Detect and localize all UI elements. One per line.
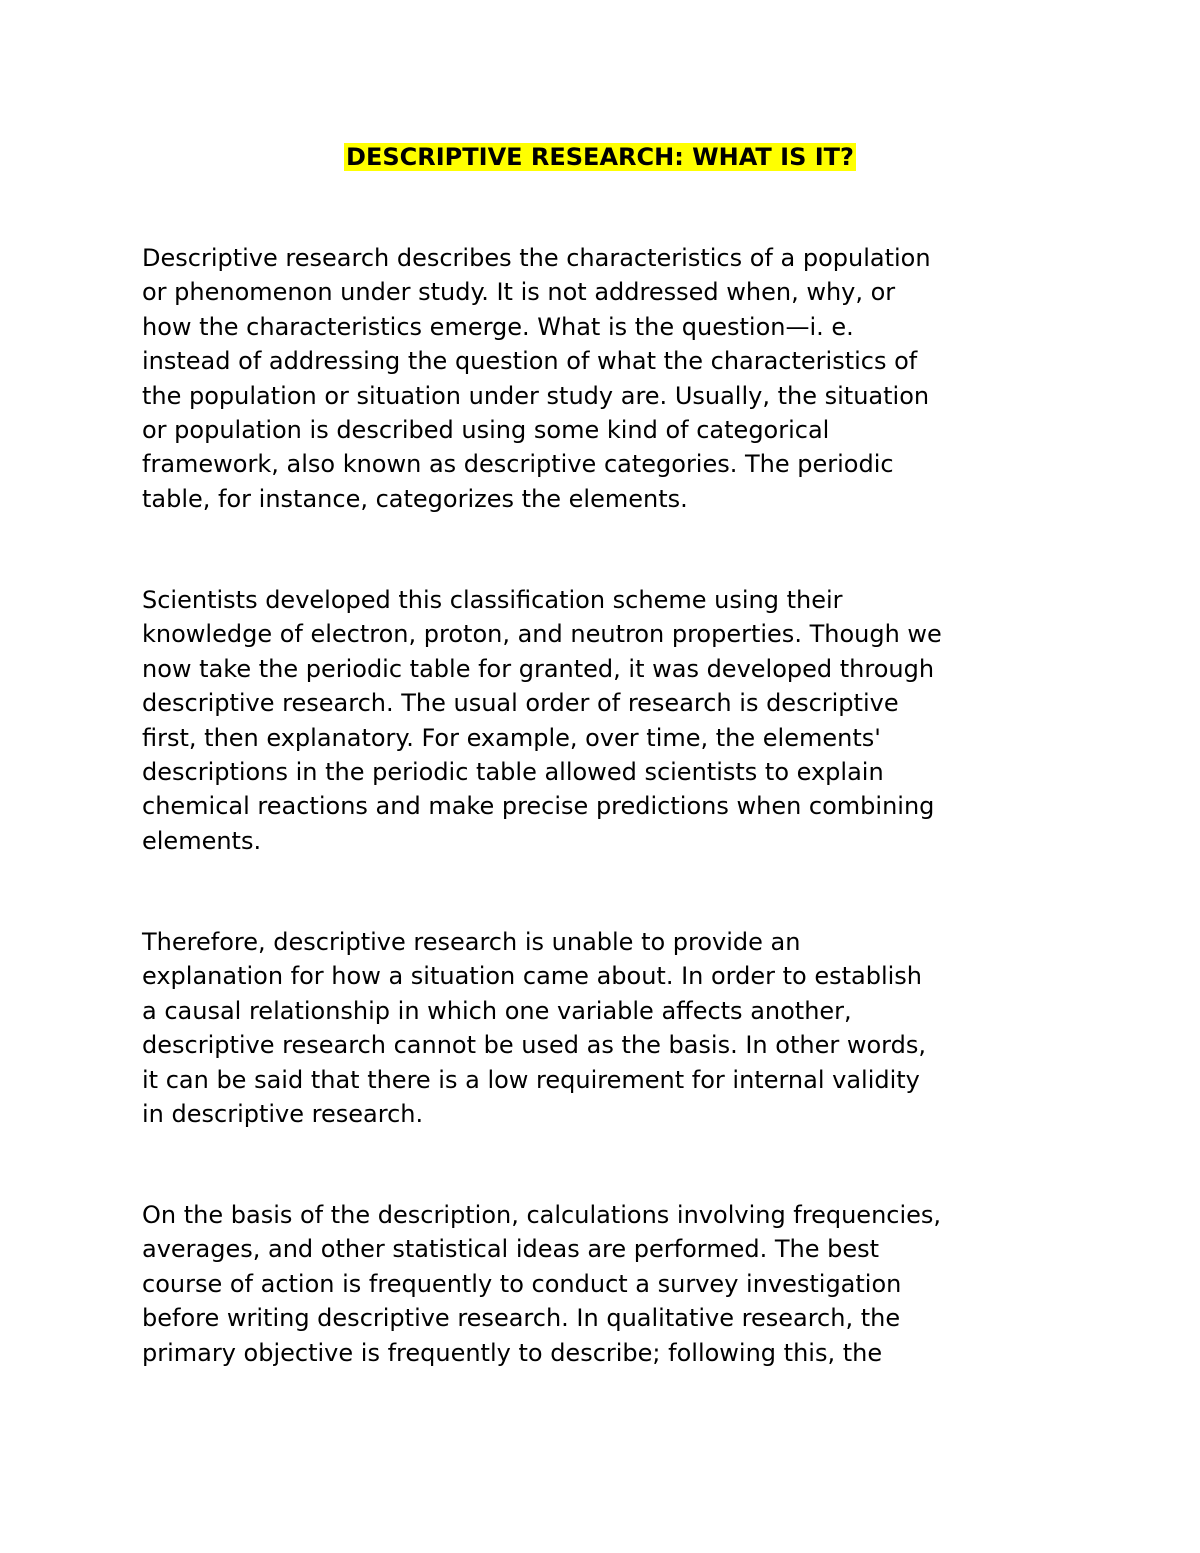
- text-line: before writing descriptive research. In qualitative research, the: [142, 1304, 901, 1333]
- text-line: chemical reactions and make precise predictions when combining: [142, 792, 935, 821]
- text-line: or population is described using some kind of categorical: [142, 415, 830, 444]
- text-line: descriptions in the periodic table allowed scientists to explain: [142, 757, 884, 786]
- text-line: elements.: [142, 826, 262, 855]
- text-line: descriptive research. The usual order of research is descriptive: [142, 689, 899, 718]
- paragraph-3: [142, 925, 926, 1131]
- paragraph-2: [142, 583, 942, 858]
- paragraph-4: [142, 1198, 941, 1370]
- text-line: now take the periodic table for granted, it was developed through: [142, 654, 935, 683]
- text-line: Therefore, descriptive research is unable to provide an: [142, 928, 801, 956]
- text-line: averages, and other statistical ideas are performed. The best: [142, 1235, 880, 1264]
- text-line: framework, also known as descriptive categories. The periodic: [142, 450, 894, 479]
- text-line: knowledge of electron, proton, and neutron properties. Though we: [142, 620, 942, 649]
- document-title: [0, 141, 1200, 174]
- text-line: instead of addressing the question of what the characteristics of: [142, 347, 918, 376]
- text-line: in descriptive research.: [142, 1099, 424, 1128]
- text-line: descriptive research cannot be used as the basis. In other words,: [142, 1031, 926, 1060]
- text-line: first, then explanatory. For example, over time, the elements': [142, 723, 881, 752]
- text-line: the population or situation under study are. Usually, the situation: [142, 381, 930, 410]
- text-line: primary objective is frequently to describe; following this, the: [142, 1338, 883, 1367]
- text-line: table, for instance, categorizes the elements.: [142, 484, 688, 513]
- title-text: DESCRIPTIVE RESEARCH: WHAT IS IT?: [346, 143, 854, 171]
- text-line: explanation for how a situation came about. In order to establish: [142, 962, 923, 991]
- paragraph-1: [142, 241, 931, 516]
- text-line: a causal relationship in which one variable affects another,: [142, 996, 852, 1025]
- text-line: it can be said that there is a low requirement for internal validity: [142, 1065, 920, 1094]
- text-line: course of action is frequently to conduct a survey investigation: [142, 1269, 902, 1298]
- text-line: or phenomenon under study. It is not addressed when, why, or: [142, 278, 896, 307]
- text-line: how the characteristics emerge. What is the question—i. e.: [142, 312, 854, 341]
- text-line: Scientists developed this classification scheme using their: [142, 586, 843, 614]
- text-line: On the basis of the description, calculations involving frequencies,: [142, 1201, 942, 1229]
- text-line: Descriptive research describes the characteristics of a population: [142, 244, 931, 272]
